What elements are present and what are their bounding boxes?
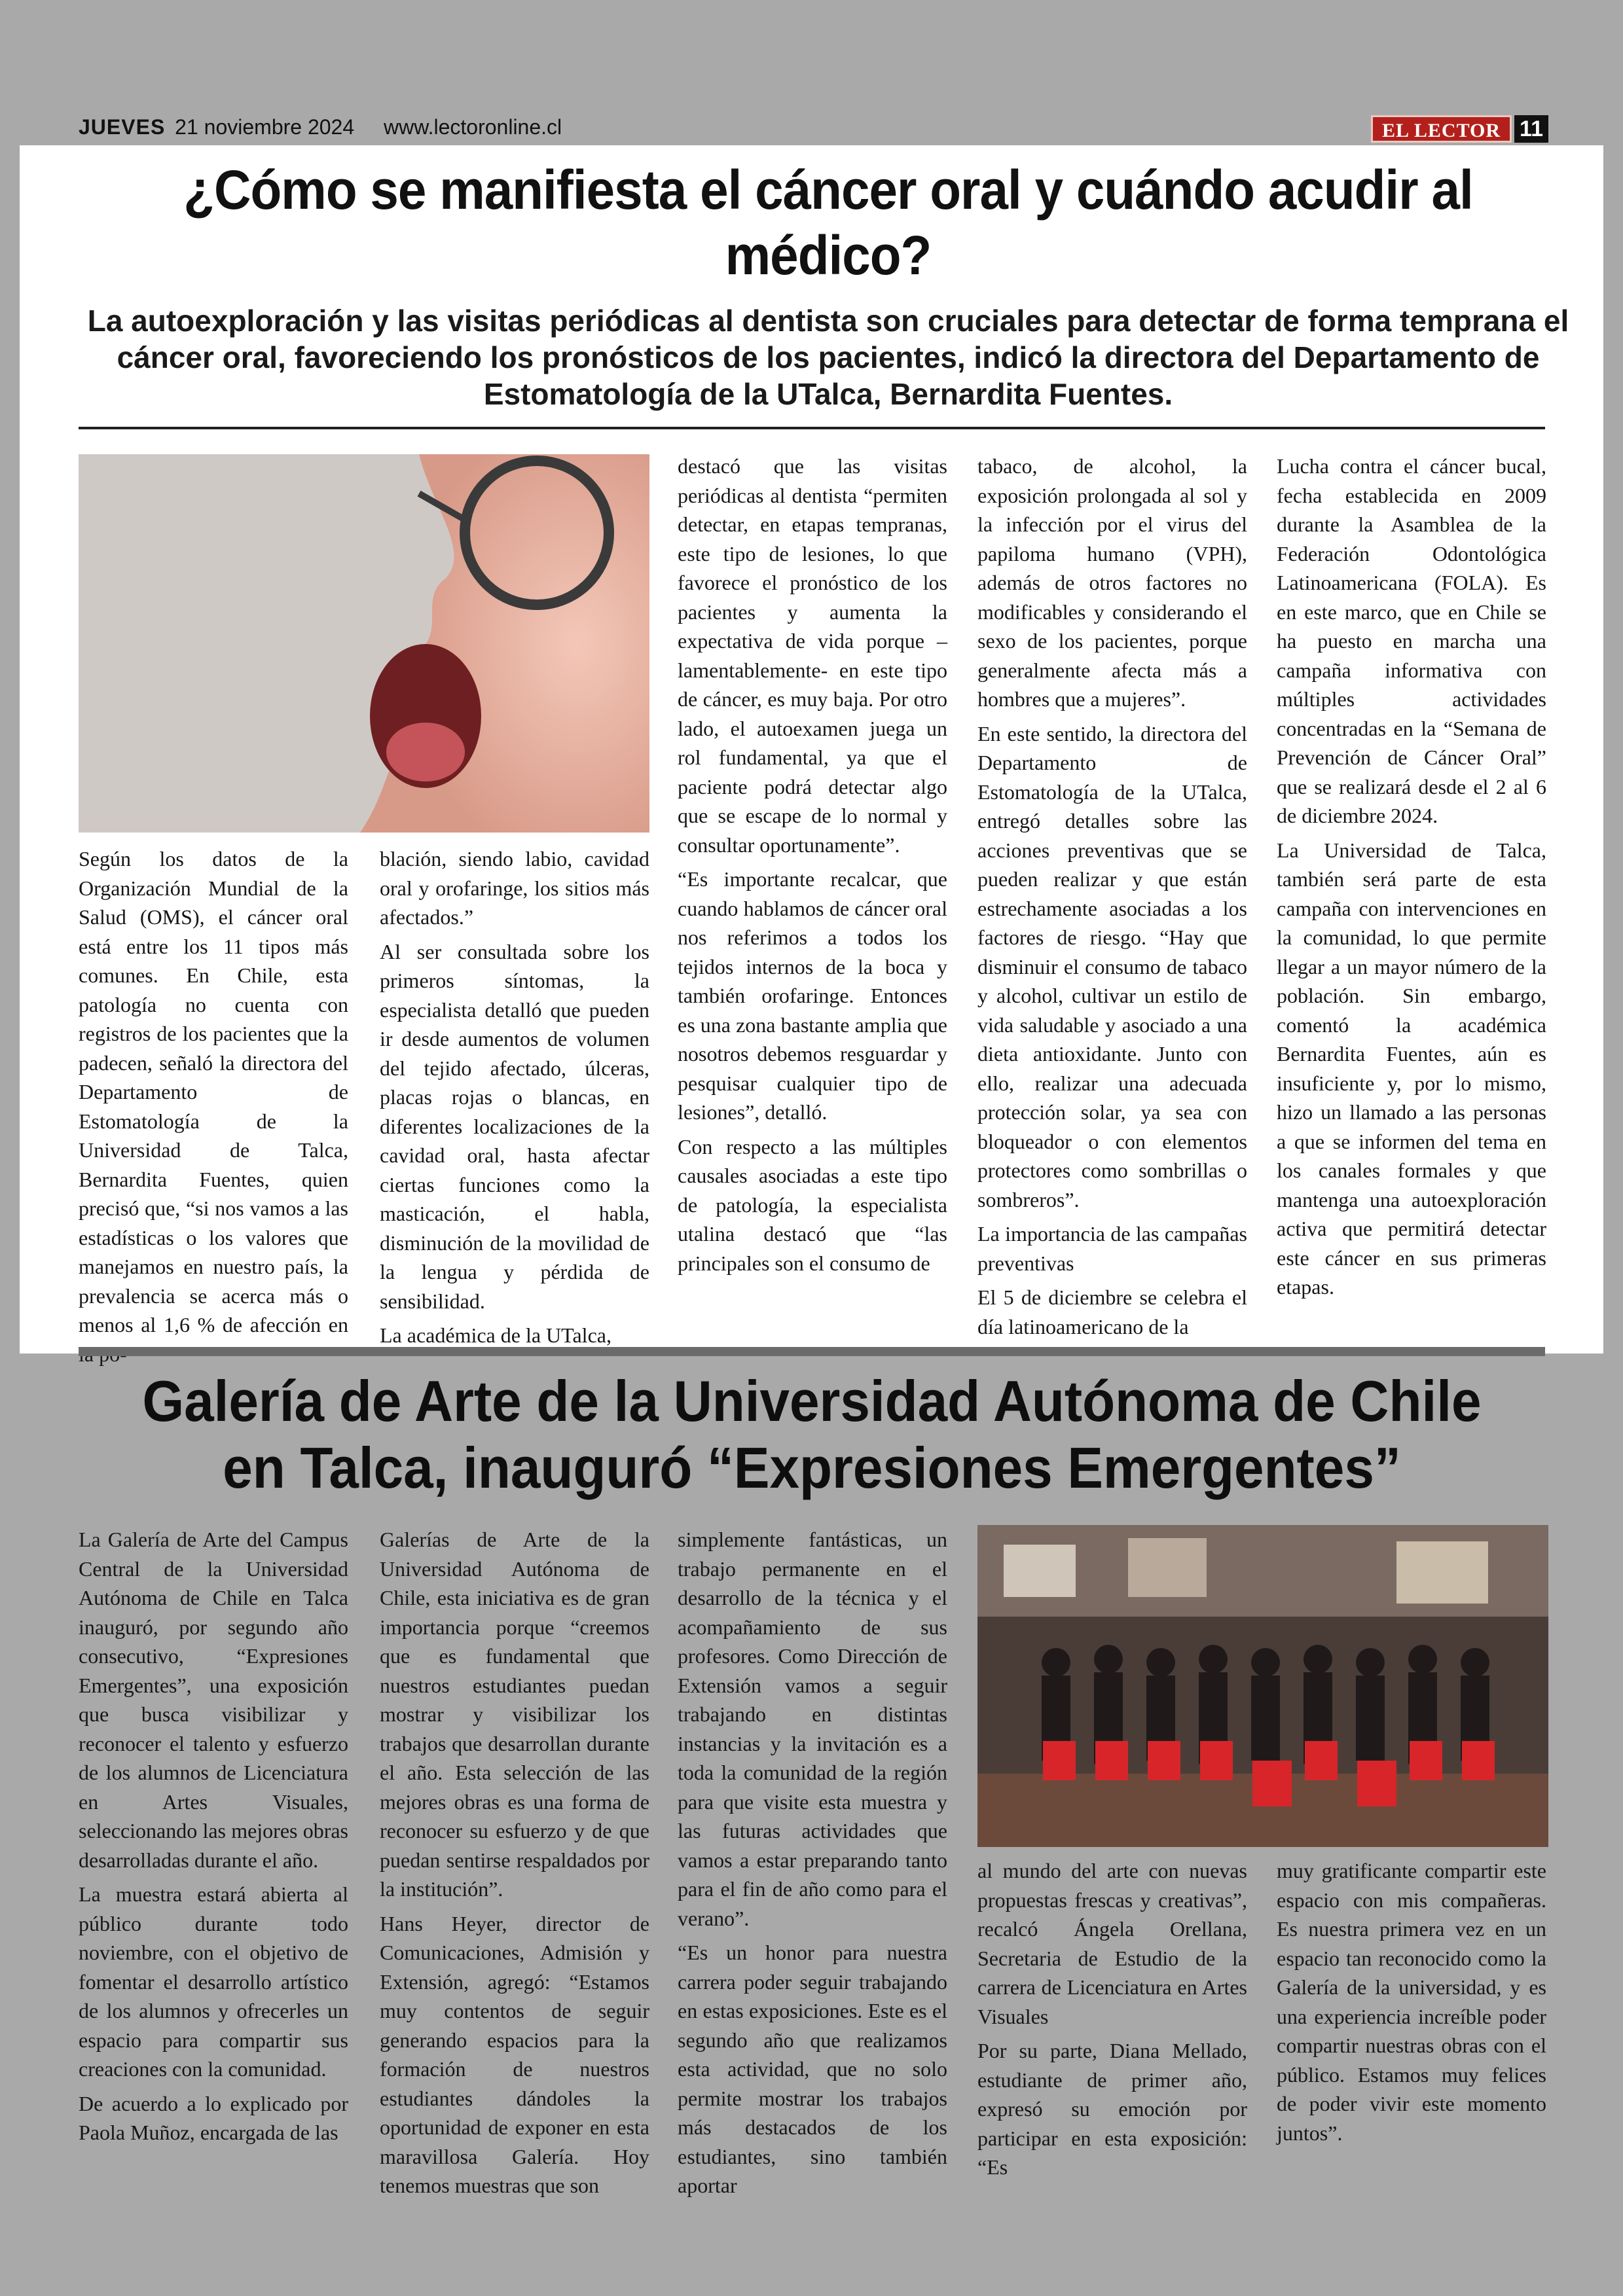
- paragraph: De acuerdo a lo explicado por Paola Muñoz, encargada de las: [79, 2091, 348, 2144]
- header-date: 21 noviembre 2024: [175, 115, 355, 139]
- paragraph: “Es importante recalcar, que cuando hablamos de cáncer oral nos referimos a todos los tejidos internos de la boca y también orofaringe. Entonces es una zona bastante amplia que nosotros debemos resguardar y pesquisar cualquier tipo de lesiones”, detalló.: [678, 867, 947, 1124]
- paragraph: La Universidad de Talca, también será parte de esta campaña con intervenciones en la comunidad, lo que permite llegar a un mayor número de la población. Sin embargo, comentó la académica Bernardita Fuentes, aún es insuficiente y, por lo mismo, hizo un llamado a las personas a que se informen del tema en los canales formales y que mantenga una autoexploración activa que permitirá detectar este cáncer en sus primeras etapas.: [1277, 838, 1546, 1299]
- header-url[interactable]: www.lectoronline.cl: [384, 115, 562, 139]
- newspaper-logo: [1371, 115, 1548, 143]
- paragraph: blación, siendo labio, cavidad oral y orofaringe, los sitios más afectados.”: [380, 847, 649, 929]
- article2-column-5: [1277, 1856, 1546, 2153]
- article1-column-4: [977, 452, 1247, 1346]
- article1-column-1: [79, 844, 348, 1374]
- section-divider: [79, 1347, 1545, 1356]
- paragraph: La muestra estará abierta al público durante todo noviembre, con el objetivo de fomentar el desarrollo artístico de los alumnos y ofrecerles un espacio para compartir sus creaciones con la comunidad.: [79, 1882, 348, 2081]
- article2-column-3: [678, 1525, 947, 2206]
- group-photo-illustration: [977, 1525, 1548, 1847]
- paragraph: La académica de la UTalca,: [380, 1323, 611, 1347]
- paragraph: En este sentido, la directora del Departamento de Estomatología de la UTalca, entregó detalles sobre las acciones preventivas que se pueden realizar y que están estrechamente asociadas a los factores de riesgo. “Hay que disminuir el consumo de tabaco y alcohol, cultivar un estilo de vida saludable y asociado a una dieta antioxidante. Junto con ello, realizar una adecuada protección solar, ya sea con bloqueador o con elementos protectores como sombrillas o sombreros”.: [977, 721, 1247, 1211]
- paragraph: Por su parte, Diana Mellado, estudiante de primer año, expresó su emoción por participar en esta exposición: “Es: [977, 2039, 1247, 2179]
- logo-brand: EL LECTOR: [1371, 115, 1512, 143]
- paragraph: tabaco, de alcohol, la exposición prolongada al sol y la infección por el virus del papiloma humano (VPH), además de otros factores no modificables y considerando el sexo de los pacientes, porque generalmente afecta más a hombres que a mujeres”.: [977, 454, 1247, 711]
- paragraph: Con respecto a las múltiples causales asociadas a este tipo de patología, la especialista utalina destacó que “las principales son el consumo de: [678, 1134, 947, 1275]
- paragraph: Galerías de Arte de la Universidad Autónoma de Chile, esta iniciativa es de gran importancia porque “creemos que es fundamental que nuestros estudiantes puedan mostrar y visibilizar los trabajos que desarrollan durante el año. Esta selección de las mejores obras es una forma de reconocer su esfuerzo y de que puedan sentirse respaldados por la institución”.: [380, 1528, 649, 1901]
- paragraph: al mundo del arte con nuevas propuestas frescas y creativas”, recalcó Ángela Orellana, Secretaria de Estudio de la carrera de Licenciatura en Artes Visuales: [977, 1859, 1247, 2028]
- article2-column-1: [79, 1525, 348, 2153]
- article1-column-3: [678, 452, 947, 1283]
- page-number: 11: [1514, 115, 1548, 143]
- paragraph: Al ser consultada sobre los primeros síntomas, la especialista detalló que pueden ir desde aumentos de volumen del tejido afectado, úlceras, placas rojas o blancas, en diferentes localizaciones de la cavidad oral, hasta afectar ciertas funciones como la masticación, el habla, disminución de la movilidad de la lengua y pérdida de sensibilidad.: [380, 939, 649, 1313]
- article2-title: Galería de Arte de la Universidad Autónoma de Chile en Talca, inauguró “Expresiones Emergentes”: [142, 1369, 1482, 1500]
- article2-column-2: [380, 1525, 649, 2206]
- gallery-group-photo: [977, 1525, 1548, 1847]
- paragraph: El 5 de diciembre se celebra el día latinoamericano de la: [977, 1285, 1247, 1338]
- paragraph: destacó que las visitas periódicas al dentista “permiten detectar, en etapas tempranas, este tipo de lesiones, lo que favorece el pronóstico de los pacientes y aumenta la expectativa de vida porque –lamentablemente- en este tipo de cáncer, es muy baja. Por otro lado, el autoexamen juega un rol fundamental, ya que el paciente podrá detectar algo que se escape de lo normal y consultar oportunamente”.: [678, 454, 947, 857]
- article1-title: ¿Cómo se manifiesta el cáncer oral y cuándo acudir al médico?: [183, 159, 1473, 286]
- page-header: [79, 115, 1548, 145]
- paragraph: Hans Heyer, director de Comunicaciones, Admisión y Extensión, agregó: “Estamos muy contentos de seguir generando espacios para la formación de nuestros estudiantes dándoles la oportunidad de exponer en esta maravillosa Galería. Hoy tenemos muestras que son: [380, 1911, 649, 2197]
- paragraph: Según los datos de la Organización Mundial de la Salud (OMS), el cáncer oral está entre los 11 tipos más comunes. En Chile, esta patología no cuenta con registros de los pacientes que la padecen, señaló la directora del Departamento de Estomatología de la Universidad de Talca, Bernardita Fuentes, quien precisó que, “si nos vamos a las estadísticas o los valores que manejamos en nuestro país, la prevalencia se acerca más o menos al 1,6 % de afección en: [79, 847, 348, 1336]
- paragraph: La Galería de Arte del Campus Central de la Universidad Autónoma de Chile en Talca inauguró, por segundo año consecutivo, “Expresiones Emergentes”, una exposición que busca visibilizar y reconocer el talento y esfuerzo de los alumnos de Licenciatura en Artes Visuales, seleccionando las mejores obras desarrolladas durante el año.: [79, 1528, 348, 1872]
- article1-rule: [79, 427, 1545, 429]
- paragraph: La importancia de las campañas preventivas: [977, 1222, 1247, 1275]
- paragraph: simplemente fantásticas, un trabajo permanente en el desarrollo de la técnica y el acompañamiento de sus profesores. Como Dirección de Extensión vamos a seguir trabajando en distintas instancias y la invitación es a toda la comunidad de la región para que visite esta muestra y las futuras actividades que vamos a estar preparando tanto para el fin de año como para el verano”.: [678, 1528, 947, 1930]
- oral-exam-photo: [79, 454, 649, 833]
- paragraph: Lucha contra el cáncer bucal, fecha establecida en 2009 durante la Asamblea de la Federación Odontológica Latinoamericana (FOLA). Es en este marco, que en Chile se ha puesto en marcha una campaña informativa con múltiples actividades concentradas en la “Semana de Prevención de Cáncer Oral” que se realizará desde el 2 al 6 de diciembre 2024.: [1277, 454, 1546, 827]
- article2-column-4: [977, 1856, 1247, 2187]
- paragraph: muy gratificante compartir este espacio con mis compañeras. Es nuestra primera vez en un espacio tan reconocido como la Galería de la universidad, y es una experiencia increíble poder compartir nuestras obras con el público. Estamos muy felices de poder vivir este momento juntos”.: [1277, 1859, 1546, 2145]
- paragraph: “Es un honor para nuestra carrera poder seguir trabajando en estas exposiciones. Este es el segundo año que realizamos esta actividad, que no solo permite mostrar los trabajos más destacados de los estudiantes, sino también aportar: [678, 1941, 947, 2197]
- article1-column-2: [380, 844, 649, 1355]
- open-mouth-illustration: [79, 454, 649, 833]
- article1-subtitle: La autoexploración y las visitas periódicas al dentista son cruciales para detectar de forma temprana el cáncer oral, favoreciendo los pronósticos de los pacientes, indicó la directora del Departamento de Estomatología de la UTalca, Bernardita Fuentes.: [87, 304, 1569, 411]
- article1-column-5: [1277, 452, 1546, 1307]
- header-day: JUEVES: [79, 115, 166, 139]
